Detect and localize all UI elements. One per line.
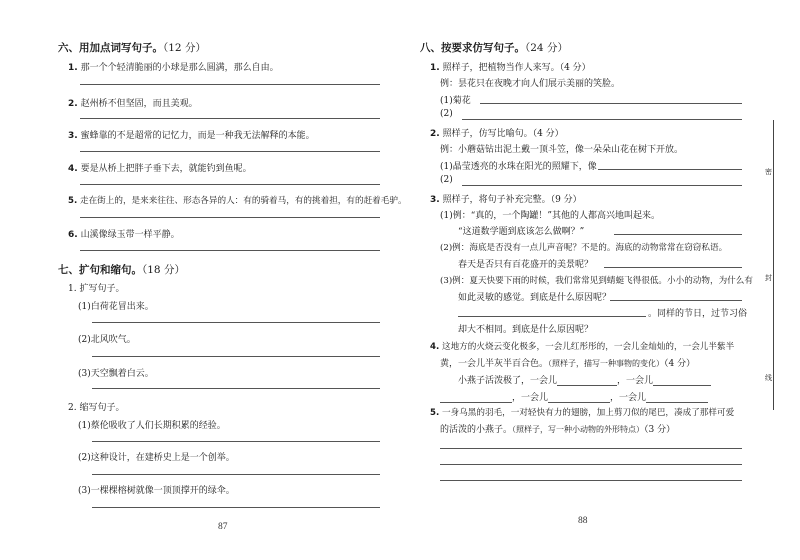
page-number-left: 87 xyxy=(218,522,228,532)
s6-item-3-num: 3. xyxy=(68,131,78,141)
section-7-points: （18 分） xyxy=(142,264,185,276)
binding-char-1: 密 xyxy=(765,168,772,176)
s8-q3-item-3-line3: 。同样的节日，过节习俗 xyxy=(648,309,748,319)
s6-item-4 xyxy=(68,161,252,174)
s8-q4-num: 4. xyxy=(430,342,440,352)
answer-line[interactable] xyxy=(440,448,742,449)
s8-q1-example: 例：昙花只在夜晚才向人们展示美丽的笑脸。 xyxy=(440,79,621,89)
s6-item-4-text: 要是从桥上把胖子垂下去，就能钓到鱼呢。 xyxy=(80,164,252,174)
s8-q5-num: 5. xyxy=(430,408,440,418)
s8-q4-note: （照样子，描写一种事物的变化） xyxy=(548,359,665,368)
s8-q1-item-1: (1)菊花 xyxy=(440,96,471,106)
s6-item-2-text: 赵州桥不但坚固，而且美观。 xyxy=(80,99,198,109)
s8-q4-fill-4: ，一会儿 xyxy=(610,393,647,403)
section-7-heading: 七、扩句和缩句。 xyxy=(58,264,142,276)
s6-item-6 xyxy=(68,227,180,240)
answer-line[interactable] xyxy=(80,151,380,152)
s6-item-1-text: 那一个个轻清脆丽的小球是那么圆满，那么自由。 xyxy=(80,63,279,73)
answer-line[interactable] xyxy=(614,234,742,235)
s8-q5-note: （照样子，写一种小动物的外形特点） xyxy=(512,425,645,434)
s7-q2-item-2: (2)这种设计，在建桥史上是一个创举。 xyxy=(78,453,235,463)
section-6-points: （12 分） xyxy=(163,42,206,54)
s8-q4 xyxy=(430,340,734,352)
s8-q4-fill-1: 小燕子活泼极了，一会儿 xyxy=(458,376,558,386)
answer-line[interactable] xyxy=(458,316,646,317)
s6-item-3 xyxy=(68,128,315,141)
s8-q3-item-2-prompt: 春天是否只有百花盛开的美景呢？ xyxy=(458,260,594,270)
answer-line[interactable] xyxy=(610,300,742,301)
s7-q2-item-3: (3)一棵棵榕树就像一顶顶撑开的绿伞。 xyxy=(78,486,235,496)
s6-item-6-text: 山溪像绿玉带一样平静。 xyxy=(80,230,180,240)
s8-q3-item-2: (2)例：海底是否没有一点儿声音呢？不是的。海底的动物常常在窃窃私语。 xyxy=(440,243,728,253)
s8-q3-item-3: (3)例：夏天快要下雨的时候，我们常常见到蜻蜓飞得很低。小小的动物，为什么有 xyxy=(440,276,753,286)
s7-q1-item-3: (3)天空飘着白云。 xyxy=(78,369,154,379)
s8-q2 xyxy=(430,126,564,139)
answer-line[interactable] xyxy=(92,322,380,323)
s6-item-1 xyxy=(68,60,279,73)
s6-item-3-text: 蜜蜂靠的不是超常的记忆力，而是一种我无法解释的本能。 xyxy=(80,131,315,141)
s8-q4-text2: 黄，一会儿半灰半百合色。 xyxy=(440,359,549,369)
blank[interactable] xyxy=(557,375,617,386)
s8-q5-points: （3 分） xyxy=(644,425,676,435)
s8-q1 xyxy=(430,60,591,73)
section-8-title xyxy=(420,40,568,55)
blank[interactable] xyxy=(653,375,711,386)
s8-q2-num: 2. xyxy=(430,129,440,139)
s6-item-4-num: 4. xyxy=(68,164,78,174)
s8-q2-item-1: (1)晶莹透亮的水珠在阳光的照耀下，像 xyxy=(440,162,597,172)
section-6-heading: 六、用加点词写句子。 xyxy=(58,42,163,54)
s8-q3-num: 3. xyxy=(430,195,440,205)
s6-item-1-num: 1. xyxy=(68,63,78,73)
answer-line[interactable] xyxy=(80,118,380,119)
s8-q4-fill xyxy=(458,373,711,386)
answer-line[interactable] xyxy=(92,388,380,389)
s6-item-2-num: 2. xyxy=(68,99,78,109)
answer-line[interactable] xyxy=(92,356,380,357)
binding-char-2: 封 xyxy=(765,274,772,282)
answer-line[interactable] xyxy=(80,84,380,85)
answer-line[interactable] xyxy=(440,464,742,465)
s8-q1-points: （4 分） xyxy=(559,63,591,73)
s8-q4-fill-2: ，一会儿 xyxy=(617,376,654,386)
s7-q1-item-2: (2)北风吹气。 xyxy=(78,335,136,345)
binding-char-3: 线 xyxy=(765,374,772,382)
s6-item-2 xyxy=(68,96,198,109)
blank[interactable] xyxy=(646,392,708,403)
s8-q3 xyxy=(430,192,582,205)
s8-q1-num: 1. xyxy=(430,63,440,73)
s8-q4-fill-3: ，一会儿 xyxy=(512,393,549,403)
s8-q5-line2 xyxy=(440,422,675,435)
s8-q2-text: 照样子，仿写比喻句。 xyxy=(442,129,533,139)
section-7-title xyxy=(58,262,185,277)
s6-item-5-text: 走在街上的，是来来往往、形态各异的人：有的骑着马，有的挑着担，有的赶着毛驴。 xyxy=(79,196,407,206)
answer-line[interactable] xyxy=(92,441,380,442)
blank[interactable] xyxy=(440,392,512,403)
s8-q1-item-2: (2) xyxy=(440,109,453,119)
s8-q1-text: 照样子，把植物当作人来写。 xyxy=(442,63,560,73)
s7-q1-item-1: (1)白荷花冒出来。 xyxy=(78,302,154,312)
s8-q5-text: 一身乌黑的羽毛，一对轻快有力的翅膀，加上剪刀似的尾巴，凑成了那样可爱 xyxy=(441,408,735,418)
blank[interactable] xyxy=(548,392,610,403)
s8-q3-item-1: (1)例：“真的，一个陶罐！”其他的人都高兴地叫起来。 xyxy=(440,211,660,221)
answer-line[interactable] xyxy=(92,474,380,475)
s7-q1-label: 1. 扩写句子。 xyxy=(68,284,125,294)
s7-q2-label: 2. 缩写句子。 xyxy=(68,403,125,413)
s6-item-5 xyxy=(68,194,407,206)
s8-q3-item-3-line2: 如此灵敏的感觉。到底是什么原因呢？ xyxy=(458,293,612,303)
answer-line[interactable] xyxy=(604,267,742,268)
answer-line[interactable] xyxy=(80,250,380,251)
answer-line[interactable] xyxy=(440,480,742,481)
s8-q2-example: 例：小蘑菇钻出泥土戴一顶斗笠，像一朵朵山花在树下开放。 xyxy=(440,145,684,155)
s8-q2-item-2: (2) xyxy=(440,175,453,185)
s8-q4-line2 xyxy=(440,356,695,369)
answer-line[interactable] xyxy=(462,119,742,120)
answer-line[interactable] xyxy=(598,169,742,170)
answer-line[interactable] xyxy=(92,507,380,508)
s8-q4-points: （4 分） xyxy=(664,359,696,369)
section-8-heading: 八、按要求仿写句子。 xyxy=(420,42,525,54)
section-8-points: （24 分） xyxy=(525,42,568,54)
s8-q2-points: （4 分） xyxy=(532,129,564,139)
s8-q5-text2: 的活泼的小燕子。 xyxy=(440,425,513,435)
s8-q5 xyxy=(430,406,734,418)
s8-q3-item-3-line4: 却大不相同。到底是什么原因呢？ xyxy=(458,325,594,335)
s7-q2-item-1: (1)蔡伦吸收了人们长期积累的经验。 xyxy=(78,421,226,431)
answer-line[interactable] xyxy=(462,185,742,186)
s6-item-5-num: 5. xyxy=(68,196,78,206)
answer-line[interactable] xyxy=(80,217,380,218)
binding-line xyxy=(773,120,774,410)
page-number-right: 88 xyxy=(578,516,588,526)
s6-item-6-num: 6. xyxy=(68,230,78,240)
section-6-title xyxy=(58,40,206,55)
answer-line[interactable] xyxy=(80,184,380,185)
s8-q3-item-1-prompt: “这道数学题到底该怎么做啊？” xyxy=(458,227,585,237)
s8-q4-text: 这地方的火烧云变化极多，一会儿红彤彤的，一会儿金灿灿的，一会儿半紫半 xyxy=(441,342,735,352)
s8-q4-fill-line2 xyxy=(440,390,708,403)
s8-q3-text: 照样子，将句子补充完整。 xyxy=(442,195,551,205)
answer-line[interactable] xyxy=(480,103,742,104)
s8-q3-points: （9 分） xyxy=(550,195,582,205)
